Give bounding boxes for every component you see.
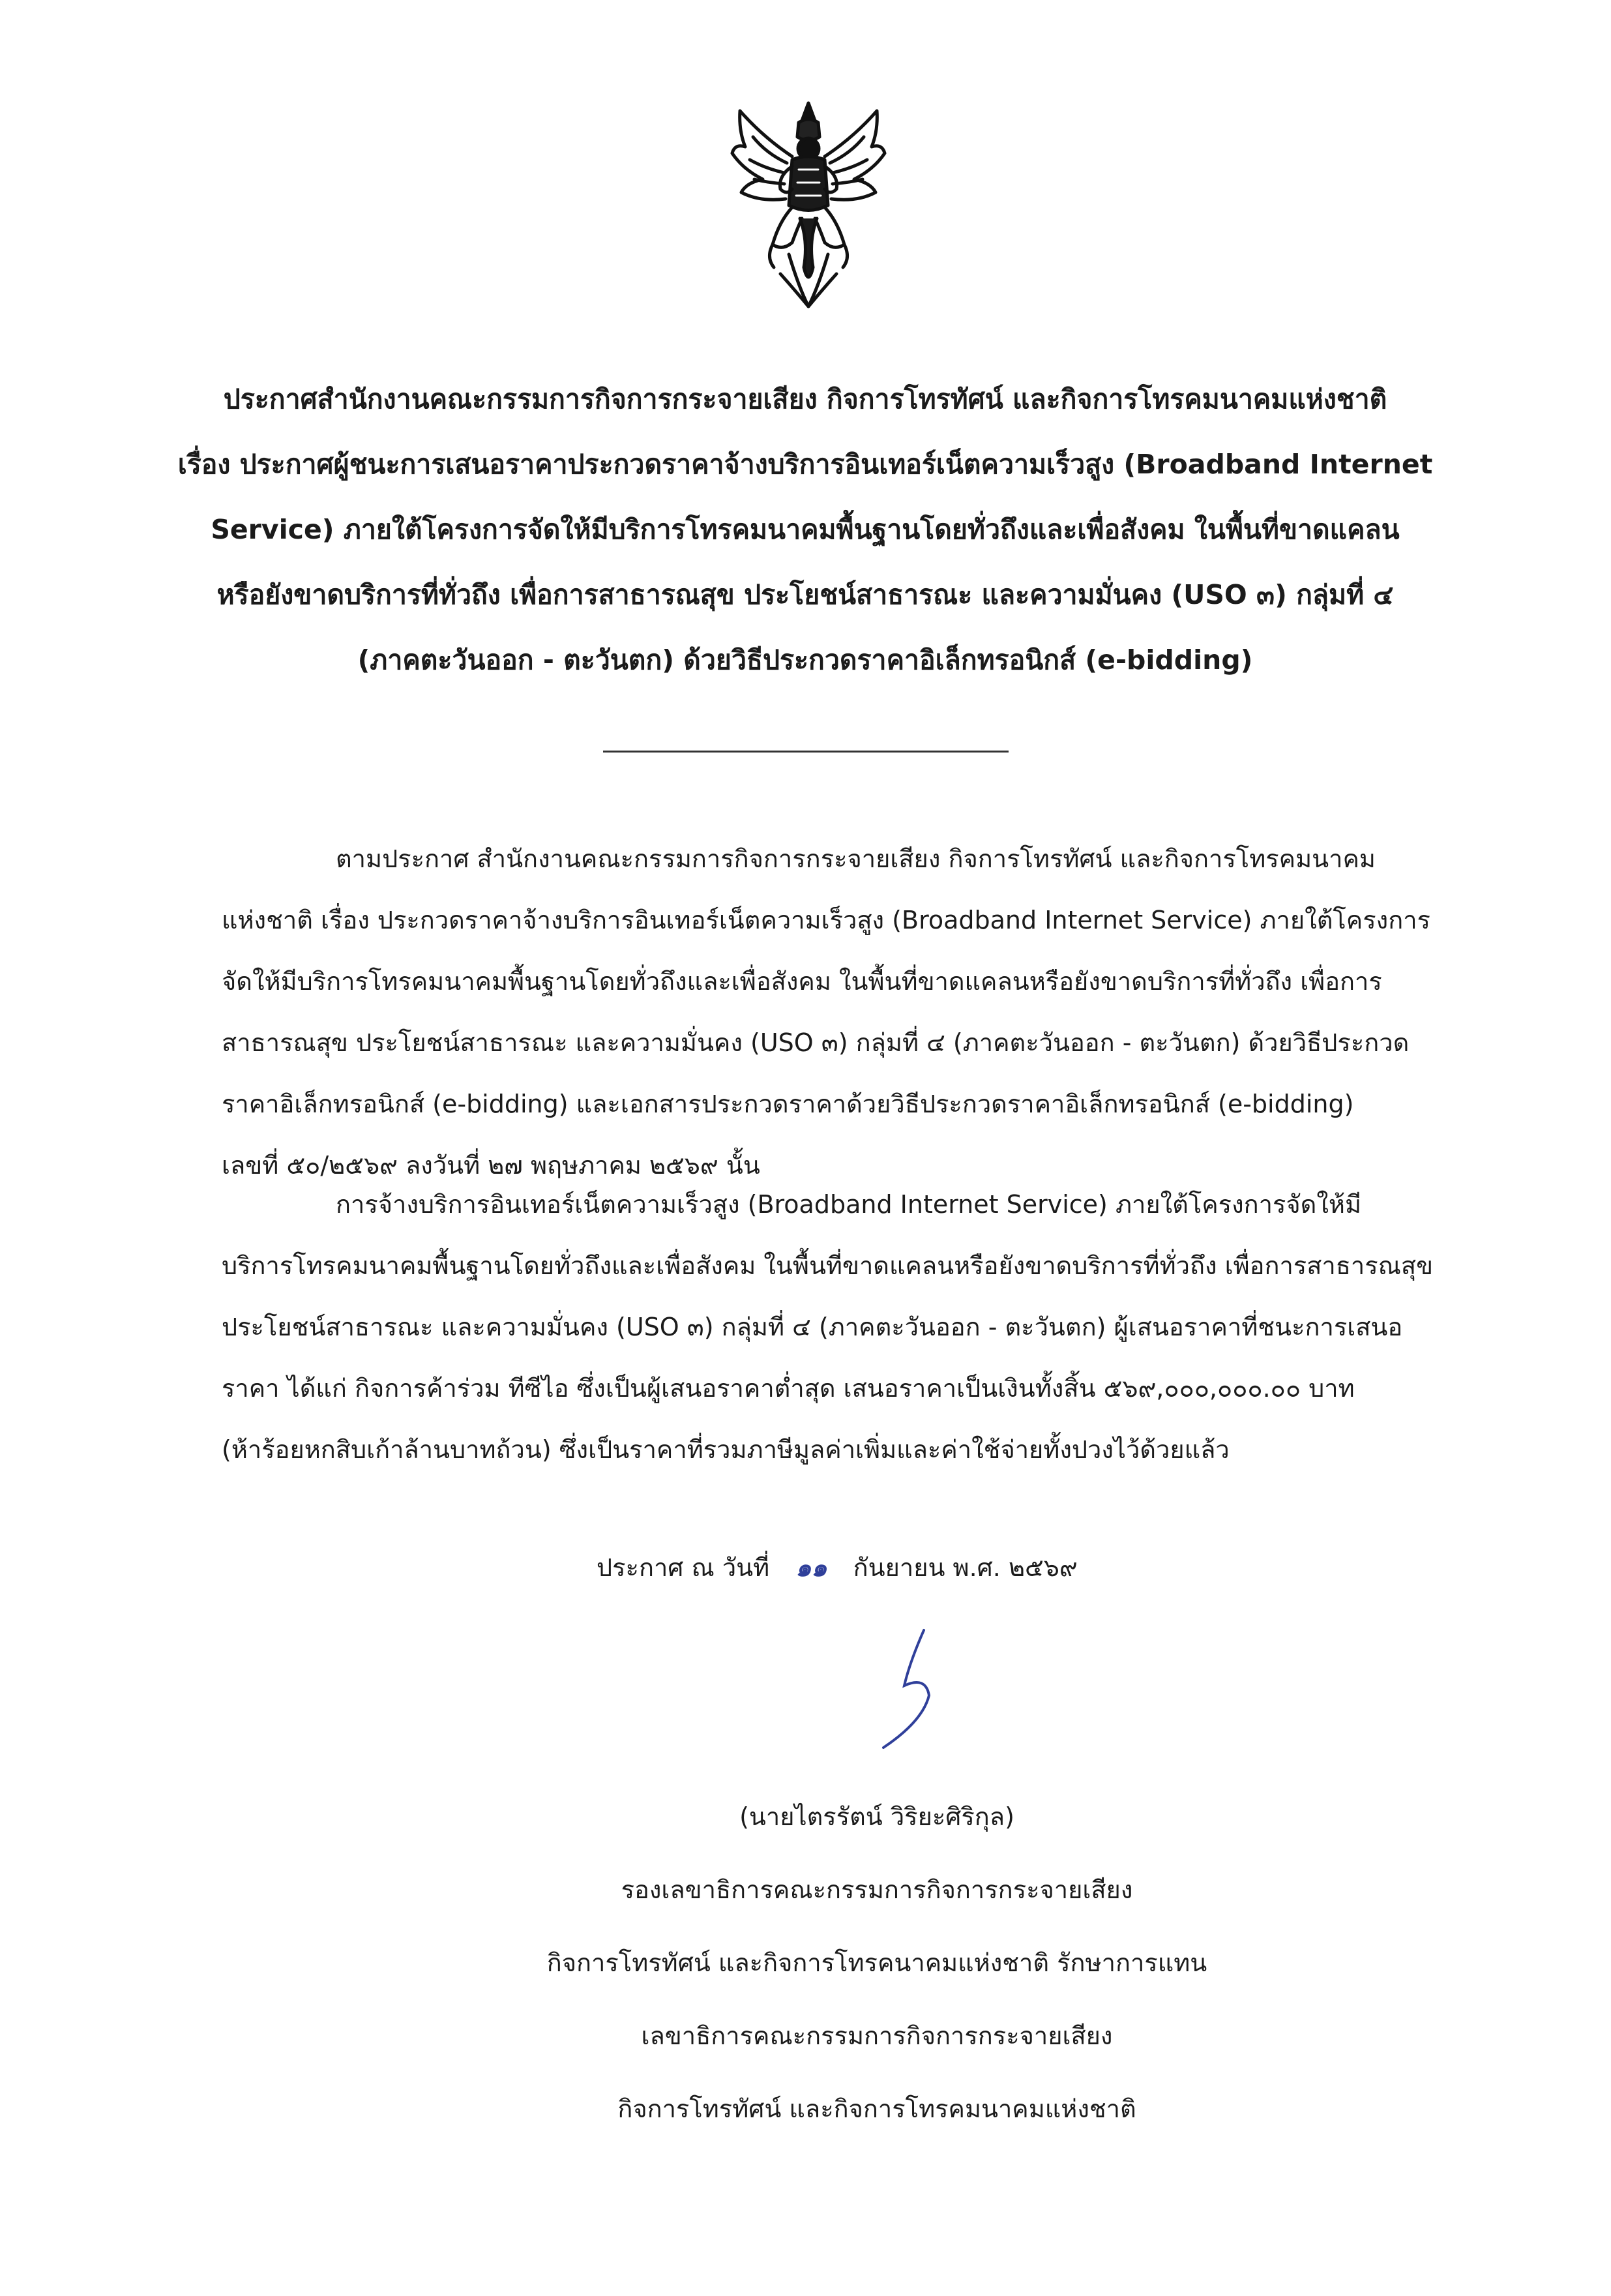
paragraph-line: จัดให้มีบริการโทรคมนาคมพื้นฐานโดยทั่วถึงและเพื่อสังคม ในพื้นที่ขาดแคลนหรือยังขาดบริการที่ทั่วถึง เพื่อการ: [222, 967, 1382, 996]
paragraph-line: ราคา ได้แก่ กิจการค้าร่วม ทีซีไอ ซึ่งเป็นผู้เสนอราคาต่ำสุด เสนอราคาเป็นเงินทั้งสิ้น ๕๖๙,๐๐๐,๐๐๐.๐๐ บาท: [222, 1374, 1355, 1403]
title-line: หรือยังขาดบริการที่ทั่วถึง เพื่อการสาธารณสุข ประโยชน์สาธารณะ และความมั่นคง (USO ๓) กลุ่มที่ ๔: [216, 579, 1394, 610]
title-line: ประกาศสำนักงานคณะกรรมการกิจการกระจายเสียง กิจการโทรทัศน์ และกิจการโทรคมนาคมแห่งชาติ: [223, 383, 1387, 415]
paragraph-line: ประโยชน์สาธารณะ และความมั่นคง (USO ๓) กลุ่มที่ ๔ (ภาคตะวันออก - ตะวันตก) ผู้เสนอราคาที่ชนะการเสนอ: [222, 1313, 1403, 1341]
body-paragraph-1: [222, 828, 1477, 1196]
paragraph-line: บริการโทรคมนาคมพื้นฐานโดยทั่วถึงและเพื่อสังคม ในพื้นที่ขาดแคลนหรือยังขาดบริการที่ทั่วถึง เพื่อการสาธารณสุข: [222, 1251, 1434, 1280]
signer-title-line: กิจการโทรทัศน์ และกิจการโทรคนาคมแห่งชาติ รักษาการแทน: [546, 1948, 1207, 1977]
paragraph-line: ราคาอิเล็กทรอนิกส์ (e-bidding) และเอกสารประกวดราคาด้วยวิธีประกวดราคาอิเล็กทรอนิกส์ (e-bidding): [222, 1090, 1354, 1118]
signer-name: (นายไตรรัตน์ วิริยะศิริกุล): [739, 1802, 1014, 1831]
signer-title-line: เลขาธิการคณะกรรมการกิจการกระจายเสียง: [641, 2021, 1113, 2050]
paragraph-line: เลขที่ ๕๐/๒๕๖๙ ลงวันที่ ๒๗ พฤษภาคม ๒๕๖๙ นั้น: [222, 1151, 760, 1180]
paragraph-line: (ห้าร้อยหกสิบเก้าล้านบาทถ้วน) ซึ่งเป็นราคาที่รวมภาษีมูลค่าเพิ่มและค่าใช้จ่ายทั้งปวงไว้ด้วยแล้ว: [222, 1435, 1230, 1464]
paragraph-line: สาธารณสุข ประโยชน์สาธารณะ และความมั่นคง (USO ๓) กลุ่มที่ ๔ (ภาคตะวันออก - ตะวันตก) ด้วยวิธีประกวด: [222, 1028, 1410, 1057]
title-line: (ภาคตะวันออก - ตะวันตก) ด้วยวิธีประกวดราคาอิเล็กทรอนิกส์ (e-bidding): [357, 644, 1253, 676]
signer-title-line: กิจการโทรทัศน์ และกิจการโทรคมนาคมแห่งชาติ: [617, 2095, 1136, 2123]
announcement-date: [597, 1537, 1078, 1598]
date-suffix: กันยายน พ.ศ. ๒๕๖๙: [853, 1553, 1078, 1582]
divider: [603, 751, 1009, 753]
handwritten-signature: [864, 1624, 962, 1754]
announcement-title: [163, 366, 1447, 693]
title-line: เรื่อง ประกาศผู้ชนะการเสนอราคาประกวดราคาจ้างบริการอินเทอร์เน็ตความเร็วสูง (Broadband Internet: [177, 449, 1433, 480]
garuda-emblem-icon: [727, 91, 890, 313]
signer-block: [456, 1780, 1297, 2145]
body-paragraph-2: [222, 1174, 1477, 1480]
paragraph-line: การจ้างบริการอินเทอร์เน็ตความเร็วสูง (Broadband Internet Service) ภายใต้โครงการจัดให้มี: [336, 1190, 1361, 1219]
signer-title-line: รองเลขาธิการคณะกรรมการกิจการกระจายเสียง: [621, 1875, 1133, 1904]
date-day-handwritten: ๑๑: [795, 1553, 827, 1582]
title-line: Service) ภายใต้โครงการจัดให้มีบริการโทรคมนาคมพื้นฐานโดยทั่วถึงและเพื่อสังคม ในพื้นที่ขาดแคลน: [211, 514, 1400, 545]
paragraph-line: แห่งชาติ เรื่อง ประกวดราคาจ้างบริการอินเทอร์เน็ตความเร็วสูง (Broadband Internet Service) ภายใต้โครงการ: [222, 906, 1430, 934]
date-prefix: ประกาศ ณ วันที่: [597, 1553, 770, 1582]
paragraph-line: ตามประกาศ สำนักงานคณะกรรมการกิจการกระจายเสียง กิจการโทรทัศน์ และกิจการโทรคมนาคม: [336, 844, 1376, 873]
